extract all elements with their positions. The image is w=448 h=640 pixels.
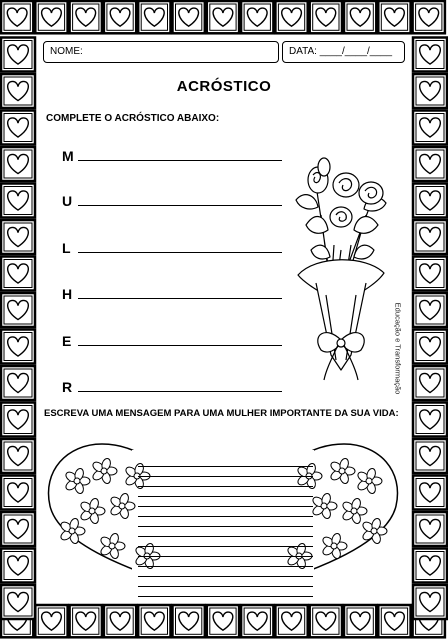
- name-label: NOME:: [50, 46, 83, 57]
- rose-bouquet-icon: [286, 155, 396, 395]
- acrostic-letter: U: [62, 193, 73, 209]
- message-writing-line[interactable]: [138, 556, 313, 557]
- heart-icon: [241, 1, 273, 33]
- acrostic-letter: E: [62, 333, 72, 349]
- heart-icon: [1, 147, 35, 181]
- date-field[interactable]: [282, 41, 405, 63]
- acrostic-row-l: [62, 236, 282, 256]
- heart-icon: [413, 147, 447, 181]
- heart-icon: [275, 605, 307, 637]
- heart-icon: [378, 605, 410, 637]
- watermark-text: Educação e Transformação: [393, 302, 403, 395]
- heart-icon: [275, 1, 307, 33]
- heart-icon: [1, 184, 35, 218]
- heart-icon: [344, 1, 376, 33]
- acrostic-letter: L: [62, 240, 71, 256]
- acrostic-letter: H: [62, 286, 73, 302]
- heart-icon: [104, 1, 136, 33]
- heart-icon: [413, 220, 447, 254]
- heart-icon: [310, 1, 342, 33]
- acrostic-row-r: [62, 375, 282, 395]
- floral-heart-icon: [42, 436, 404, 602]
- heart-icon: [35, 1, 67, 33]
- acrostic-row-u: [62, 189, 282, 209]
- heart-icon: [70, 1, 102, 33]
- acrostic-letter: R: [62, 379, 73, 395]
- heart-icon: [1, 257, 35, 291]
- heart-icon: [207, 605, 239, 637]
- instruction-text: COMPLETE O ACRÓSTICO ABAIXO:: [46, 113, 220, 124]
- heart-icon: [1, 512, 35, 546]
- heart-icon: [413, 439, 447, 473]
- heart-icon: [344, 605, 376, 637]
- acrostic-letter: M: [62, 148, 74, 164]
- heart-icon: [413, 38, 447, 72]
- heart-icon: [1, 330, 35, 364]
- date-label: DATA: ____/____/____: [289, 46, 393, 57]
- heart-icon: [413, 184, 447, 218]
- message-writing-line[interactable]: [138, 596, 313, 597]
- acrostic-answer-line[interactable]: [78, 345, 282, 346]
- heart-icon: [413, 1, 445, 33]
- message-writing-line[interactable]: [138, 586, 313, 587]
- heart-icon: [138, 1, 170, 33]
- heart-icon: [1, 403, 35, 437]
- message-writing-line[interactable]: [138, 566, 313, 567]
- acrostic-answer-line[interactable]: [78, 160, 282, 161]
- acrostic-answer-line[interactable]: [78, 205, 282, 206]
- heart-icon: [378, 1, 410, 33]
- message-writing-line[interactable]: [138, 536, 313, 537]
- heart-icon: [1, 293, 35, 327]
- message-writing-line[interactable]: [138, 526, 313, 527]
- heart-icon: [207, 1, 239, 33]
- name-field[interactable]: [43, 41, 279, 63]
- heart-icon: [1, 476, 35, 510]
- heart-icon: [138, 605, 170, 637]
- heart-icon: [413, 257, 447, 291]
- heart-icon: [1, 549, 35, 583]
- message-writing-line[interactable]: [138, 496, 313, 497]
- heart-icon: [35, 605, 67, 637]
- acrostic-answer-line[interactable]: [78, 298, 282, 299]
- heart-icon: [1, 366, 35, 400]
- heart-icon: [104, 605, 136, 637]
- heart-icon: [1, 1, 33, 33]
- heart-icon: [1, 111, 35, 145]
- heart-icon: [413, 585, 447, 619]
- heart-icon: [413, 403, 447, 437]
- acrostic-row-h: [62, 282, 282, 302]
- heart-icon: [1, 220, 35, 254]
- acrostic-answer-line[interactable]: [78, 252, 282, 253]
- page-title: ACRÓSTICO: [176, 78, 272, 95]
- message-writing-line[interactable]: [138, 546, 313, 547]
- heart-icon: [173, 1, 205, 33]
- heart-icon: [413, 476, 447, 510]
- heart-icon: [173, 605, 205, 637]
- heart-icon: [413, 366, 447, 400]
- heart-icon: [413, 549, 447, 583]
- message-writing-line[interactable]: [138, 486, 313, 487]
- heart-icon: [70, 605, 102, 637]
- heart-icon: [413, 293, 447, 327]
- heart-icon: [1, 38, 35, 72]
- heart-icon: [310, 605, 342, 637]
- message-writing-line[interactable]: [138, 516, 313, 517]
- heart-icon: [413, 111, 447, 145]
- message-writing-line[interactable]: [138, 576, 313, 577]
- heart-icon: [1, 585, 35, 619]
- heart-icon: [1, 439, 35, 473]
- acrostic-row-m: [62, 144, 282, 164]
- message-writing-line[interactable]: [138, 506, 313, 507]
- acrostic-answer-line[interactable]: [78, 391, 282, 392]
- message-writing-line[interactable]: [138, 466, 313, 467]
- heart-icon: [413, 330, 447, 364]
- heart-icon: [413, 512, 447, 546]
- acrostic-row-e: [62, 329, 282, 349]
- heart-icon: [241, 605, 273, 637]
- message-writing-line[interactable]: [138, 476, 313, 477]
- message-prompt: ESCREVA UMA MENSAGEM PARA UMA MULHER IMPORTANTE DA SUA VIDA:: [44, 408, 399, 419]
